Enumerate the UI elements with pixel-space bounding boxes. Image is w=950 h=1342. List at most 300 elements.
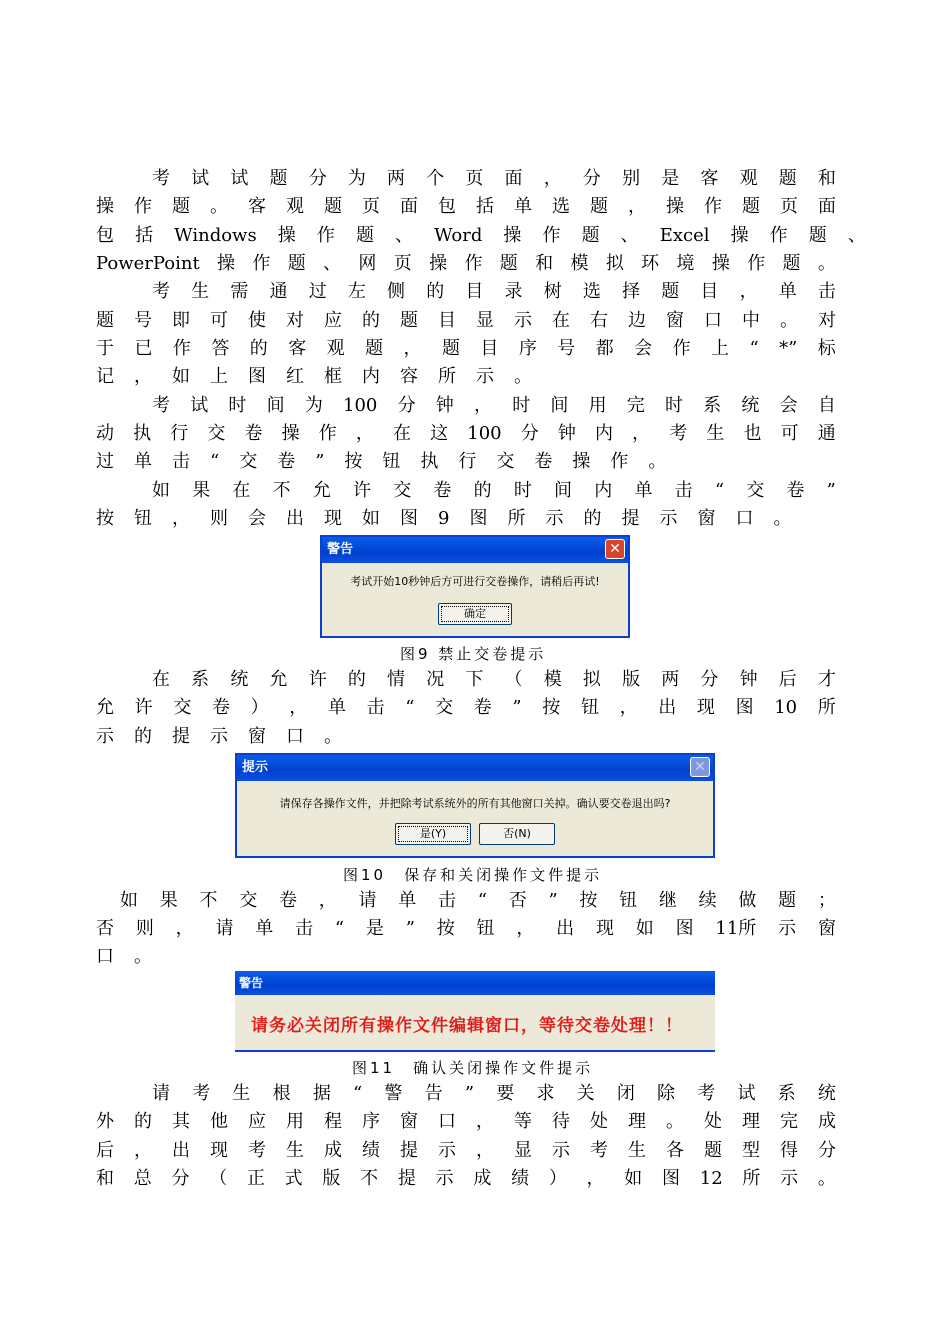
text-token: 作 (134, 196, 152, 217)
text-token: 题 (441, 338, 460, 359)
text-token: 操 (429, 253, 448, 274)
text-token: 操 (217, 253, 236, 274)
text-token: 况 (426, 669, 445, 690)
text-token: 题 (778, 890, 797, 911)
text-token: 示 (210, 726, 228, 747)
text-token: 间 (550, 395, 569, 416)
text-token: 环 (641, 253, 660, 274)
text-token: 作 (769, 225, 788, 246)
text-token: 括 (476, 196, 494, 217)
text-token: 交 (435, 697, 454, 718)
text-token: 作 (747, 253, 766, 274)
text-token: 否 (508, 890, 527, 911)
text-token: 单 (398, 890, 417, 911)
text-token: 做 (738, 890, 757, 911)
close-icon[interactable]: ✕ (605, 539, 625, 559)
text-token: 拟 (582, 669, 601, 690)
text-token: 统 (817, 1083, 836, 1104)
text-token: 网 (358, 253, 377, 274)
text-token: Windows (174, 225, 257, 246)
text-token: 请 (358, 890, 377, 911)
text-token: 型 (742, 1140, 760, 1161)
text-token: 钮 (134, 508, 152, 529)
text-token: 按 (344, 451, 363, 472)
text-line (96, 1137, 836, 1165)
text-token: 应 (324, 310, 342, 331)
text-token: 按 (542, 697, 561, 718)
text-token: 生 (628, 1140, 646, 1161)
text-token: 除 (657, 1083, 676, 1104)
text-token: 行 (170, 423, 189, 444)
text-token: ， (586, 1168, 605, 1189)
text-token: 过 (308, 281, 327, 302)
text-line (96, 1165, 836, 1193)
text-token: ， (134, 1140, 152, 1161)
text-token: ， (318, 890, 337, 911)
text-token: ， (632, 423, 651, 444)
text-token: 题 (704, 1140, 722, 1161)
no-button[interactable]: 否(N) (479, 823, 555, 845)
text-token: ， (473, 395, 492, 416)
text-token: 题 (742, 196, 760, 217)
text-token: 侧 (387, 281, 406, 302)
text-token: 绩 (362, 1140, 380, 1161)
text-token: 红 (286, 366, 304, 387)
text-token: 作 (318, 423, 337, 444)
text-line (96, 335, 836, 363)
text-token: （ (504, 669, 523, 690)
text-token: 出 (658, 697, 677, 718)
text-token: 允 (312, 480, 331, 501)
text-token: 操 (281, 423, 300, 444)
text-token: 示 (545, 508, 564, 529)
text-token: “ (749, 338, 759, 359)
text-token: 告 (424, 1083, 443, 1104)
text-token: 考 (152, 281, 170, 302)
text-token: 关 (576, 1083, 595, 1104)
fig10-message: 请保存各操作文件，并把除考试系统外的所有其他窗口关掉。确认要交卷退出吗? (279, 797, 671, 810)
text-token: ， (172, 508, 190, 529)
text-token: *” (779, 338, 798, 359)
text-token: 和 (96, 1168, 114, 1189)
text-token: 会 (248, 508, 266, 529)
text-token: 的 (583, 508, 602, 529)
text-token: 观 (326, 338, 345, 359)
text-token: 录 (504, 281, 523, 302)
text-token: 许 (353, 480, 372, 501)
text-token: 允 (96, 697, 114, 718)
text-token: 击 (674, 480, 693, 501)
text-token: 考 (152, 395, 170, 416)
text-token: 系 (191, 669, 210, 690)
text-token: 外 (96, 1111, 114, 1132)
fig9-caption: 图9 禁止交卷提示 (400, 645, 547, 663)
text-token: 两 (661, 669, 680, 690)
text-token: 图 (675, 918, 694, 939)
text-token: 版 (622, 669, 641, 690)
text-token: 题 (269, 168, 288, 189)
text-token: 9 (438, 508, 450, 529)
text-token: 试 (737, 1083, 756, 1104)
text-token: 是 (661, 168, 680, 189)
text-token: 统 (741, 395, 760, 416)
text-token: 12 (699, 1168, 723, 1189)
text-token: “ (477, 890, 487, 911)
text-token: 警 (384, 1083, 403, 1104)
text-token: 选 (582, 281, 601, 302)
text-token: 个 (426, 168, 445, 189)
text-token: 答 (211, 338, 230, 359)
text-token: 处 (590, 1111, 608, 1132)
text-token: 记 (96, 366, 114, 387)
text-token: ， (628, 196, 646, 217)
yes-button[interactable]: 是(Y) (395, 823, 471, 845)
text-token: Excel (659, 225, 710, 246)
text-token: ， (476, 1140, 494, 1161)
text-token: 操 (503, 225, 522, 246)
text-token: 否 (96, 918, 114, 939)
text-token: 时 (228, 395, 247, 416)
text-token: 。 (648, 451, 667, 472)
fig9-titlebar (322, 537, 628, 563)
text-token: 在 (232, 480, 251, 501)
text-token: 对 (286, 310, 304, 331)
text-token: 提 (397, 1168, 416, 1189)
text-token: 成 (473, 1168, 492, 1189)
text-token: 钟 (557, 423, 576, 444)
text-token: 出 (172, 1140, 190, 1161)
text-token: 果 (192, 480, 211, 501)
text-token: 号 (134, 310, 152, 331)
text-token: 示 (778, 918, 797, 939)
fig11-warning-banner (235, 971, 715, 1052)
text-token: 目 (480, 338, 499, 359)
text-token: “ (210, 451, 220, 472)
text-token: 示 (552, 1140, 570, 1161)
text-token: “ (405, 697, 415, 718)
text-token: 显 (476, 310, 494, 331)
text-token: 许 (308, 669, 327, 690)
text-token: 右 (590, 310, 608, 331)
ok-button[interactable]: 确定 (438, 603, 512, 625)
text-token: 模 (543, 669, 562, 690)
text-token: 后 (778, 669, 797, 690)
text-token: 操 (730, 225, 749, 246)
text-token: 分 (397, 395, 416, 416)
text-token: 交 (239, 451, 258, 472)
text-token: 窗 (817, 918, 836, 939)
text-token: 式 (284, 1168, 303, 1189)
text-line (96, 193, 836, 221)
text-token: 击 (438, 890, 456, 911)
text-token: 的 (134, 726, 152, 747)
text-token: 题 (778, 168, 797, 189)
text-line (152, 477, 836, 505)
text-token: 页 (465, 168, 484, 189)
text-token: 目 (700, 281, 719, 302)
text-token: ） (548, 1168, 567, 1189)
text-token: 动 (96, 423, 114, 444)
text-token: 、 (620, 225, 639, 246)
text-token: 作 (464, 253, 483, 274)
text-token: 单 (134, 451, 152, 472)
text-token: ” (405, 918, 415, 939)
text-token: 作 (610, 451, 629, 472)
text-token: 交 (173, 697, 192, 718)
text-token: 窗 (248, 726, 266, 747)
text-token: 击 (817, 281, 836, 302)
text-token: 绩 (511, 1168, 530, 1189)
text-token: 时 (512, 395, 531, 416)
text-token: 和 (817, 168, 836, 189)
text-token: 得 (780, 1140, 798, 1161)
text-token: 考 (192, 1083, 211, 1104)
text-token: 上 (711, 338, 729, 359)
text-token: 卷 (211, 697, 230, 718)
text-token: 窗 (697, 508, 716, 529)
text-token: 显 (514, 1140, 532, 1161)
text-line (96, 694, 836, 722)
text-token: 10 (774, 697, 798, 718)
text-token: 在 (393, 423, 411, 444)
text-token: 可 (780, 423, 799, 444)
text-token: 根 (272, 1083, 291, 1104)
text-token: 击 (172, 451, 190, 472)
text-token: 卷 (277, 451, 296, 472)
text-token: 考 (697, 1083, 716, 1104)
text-token: 分 (818, 1140, 836, 1161)
text-token: 生 (232, 1083, 251, 1104)
text-token: 分 (308, 168, 327, 189)
text-token: 如 (362, 508, 380, 529)
text-token: 行 (458, 451, 477, 472)
text-token: 。 (324, 726, 342, 747)
text-token: ； (817, 890, 836, 911)
text-token: 钟 (435, 395, 454, 416)
text-token: 求 (536, 1083, 555, 1104)
text-token: 卷 (279, 890, 297, 911)
text-token: 页 (780, 196, 798, 217)
text-token: 通 (817, 423, 836, 444)
text-token: 页 (362, 196, 380, 217)
text-token: “ (334, 918, 345, 939)
text-token: 如 (172, 366, 190, 387)
fig10-title: 提示 (242, 760, 269, 775)
text-token: 各 (666, 1140, 684, 1161)
text-token: 题 (355, 225, 374, 246)
text-token: 100 (467, 423, 502, 444)
text-token: 分 (700, 669, 719, 690)
text-line (96, 420, 836, 448)
text-line (96, 915, 836, 943)
text-token: 钮 (382, 451, 401, 472)
text-token: ” (464, 1083, 475, 1104)
text-token: 窗 (666, 310, 684, 331)
text-token: 单 (514, 196, 532, 217)
text-token: 口 (438, 1111, 456, 1132)
text-token: 示 (96, 726, 114, 747)
text-token: 考 (248, 1140, 266, 1161)
text-line (152, 165, 836, 193)
text-token: 。 (817, 253, 836, 274)
text-token: 口 (704, 310, 722, 331)
text-token: 所 (438, 366, 456, 387)
text-token: 卷 (244, 423, 263, 444)
text-token: 不 (199, 890, 218, 911)
text-token: 不 (272, 480, 291, 501)
text-token: 需 (230, 281, 249, 302)
text-token: 边 (628, 310, 646, 331)
text-token: 。 (773, 508, 792, 529)
text-token: 如 (635, 918, 654, 939)
text-token: 口 (96, 946, 114, 967)
text-token: 。 (666, 1111, 684, 1132)
text-token: 境 (676, 253, 695, 274)
text-line (152, 278, 836, 306)
text-token: 单 (778, 281, 797, 302)
close-icon: ✕ (690, 757, 710, 777)
text-token: 这 (430, 423, 449, 444)
text-token: 提 (172, 726, 190, 747)
text-token: 如 (120, 890, 138, 911)
text-token: 的 (426, 281, 445, 302)
text-token: 卷 (433, 480, 452, 501)
text-token: ” (826, 480, 836, 501)
text-token: 括 (135, 225, 154, 246)
text-token: 客 (700, 168, 719, 189)
text-token: 内 (594, 423, 613, 444)
text-token: 请 (152, 1083, 170, 1104)
text-line (96, 448, 836, 476)
text-token: 所 (507, 508, 526, 529)
text-token: 时 (665, 395, 683, 416)
text-token: 现 (696, 697, 715, 718)
text-token: 客 (248, 196, 266, 217)
text-token: 。 (134, 946, 152, 967)
text-token: 题 (590, 196, 608, 217)
text-token: ， (403, 338, 422, 359)
text-token: 试 (191, 168, 210, 189)
text-token: 的 (347, 669, 366, 690)
text-token: 示 (780, 1168, 799, 1189)
text-token: ， (355, 423, 374, 444)
text-token: 处 (704, 1111, 722, 1132)
text-token: 成 (324, 1140, 342, 1161)
text-token: 卷 (786, 480, 805, 501)
text-token: 为 (304, 395, 323, 416)
text-token: 所 (742, 1168, 761, 1189)
text-line (96, 943, 836, 971)
text-token: ， (619, 697, 638, 718)
text-token: 作 (542, 225, 561, 246)
text-token: 现 (595, 918, 614, 939)
text-token: ， (134, 366, 152, 387)
text-token: 上 (210, 366, 228, 387)
text-token: 用 (588, 395, 607, 416)
text-token: 、 (847, 225, 866, 246)
text-line (96, 222, 866, 250)
text-token: 作 (672, 338, 691, 359)
text-token: 可 (210, 310, 228, 331)
fig10-prompt-dialog (235, 753, 715, 858)
text-token: 现 (210, 1140, 228, 1161)
text-token: 据 (312, 1083, 331, 1104)
text-token: 钮 (476, 918, 495, 939)
text-token: 的 (134, 1111, 152, 1132)
text-token: 。 (210, 196, 228, 217)
text-token: ， (739, 281, 758, 302)
text-token: 择 (622, 281, 641, 302)
text-token: 交 (207, 423, 226, 444)
text-token: 情 (387, 669, 406, 690)
fig11-message: 请务必关闭所有操作文件编辑窗口，等待交卷处理！！ (251, 1016, 683, 1036)
text-token: 其 (172, 1111, 190, 1132)
text-token: 他 (210, 1111, 228, 1132)
text-token: 按 (436, 918, 455, 939)
fig9-warning-dialog (320, 535, 630, 638)
text-token: 示 (659, 508, 678, 529)
text-token: 11所 (715, 918, 757, 939)
text-token: ” (512, 697, 522, 718)
text-token: 于 (96, 338, 114, 359)
text-token: 分 (520, 423, 539, 444)
text-token: 面 (504, 168, 523, 189)
text-token: 页 (393, 253, 412, 274)
text-token: 口 (735, 508, 754, 529)
text-token: 交 (746, 480, 765, 501)
text-token: 标 (817, 338, 836, 359)
text-token: 果 (159, 890, 178, 911)
text-token: 交 (239, 890, 258, 911)
text-token: 题 (581, 225, 600, 246)
text-token: 总 (133, 1168, 152, 1189)
text-token: 理 (628, 1111, 646, 1132)
text-token: 按 (96, 508, 114, 529)
text-token: 钮 (580, 697, 599, 718)
text-token: 续 (698, 890, 717, 911)
text-token: 完 (626, 395, 645, 416)
text-token: 包 (438, 196, 456, 217)
text-token: 交 (496, 451, 515, 472)
text-line (96, 250, 836, 278)
text-token: 也 (743, 423, 762, 444)
text-token: 正 (246, 1168, 265, 1189)
text-token: 图 (248, 366, 266, 387)
text-token: 系 (777, 1083, 796, 1104)
text-token: 容 (400, 366, 418, 387)
text-token: 继 (658, 890, 677, 911)
text-token: 操 (711, 253, 730, 274)
text-token: ” (315, 451, 325, 472)
text-token: 统 (230, 669, 249, 690)
text-token: 按 (579, 890, 598, 911)
text-token: Word (434, 225, 483, 246)
text-token: 应 (248, 1111, 266, 1132)
text-token: 都 (595, 338, 614, 359)
text-token: 面 (400, 196, 418, 217)
text-token: 客 (288, 338, 307, 359)
text-token: 示 (476, 366, 494, 387)
text-token: 为 (347, 168, 366, 189)
text-token: 单 (634, 480, 653, 501)
text-line (152, 392, 836, 420)
text-token: 对 (818, 310, 836, 331)
text-token: 成 (818, 1111, 836, 1132)
text-token: 示 (514, 310, 532, 331)
text-token: 后 (96, 1140, 114, 1161)
text-token: 观 (286, 196, 304, 217)
text-token: 题 (365, 338, 384, 359)
